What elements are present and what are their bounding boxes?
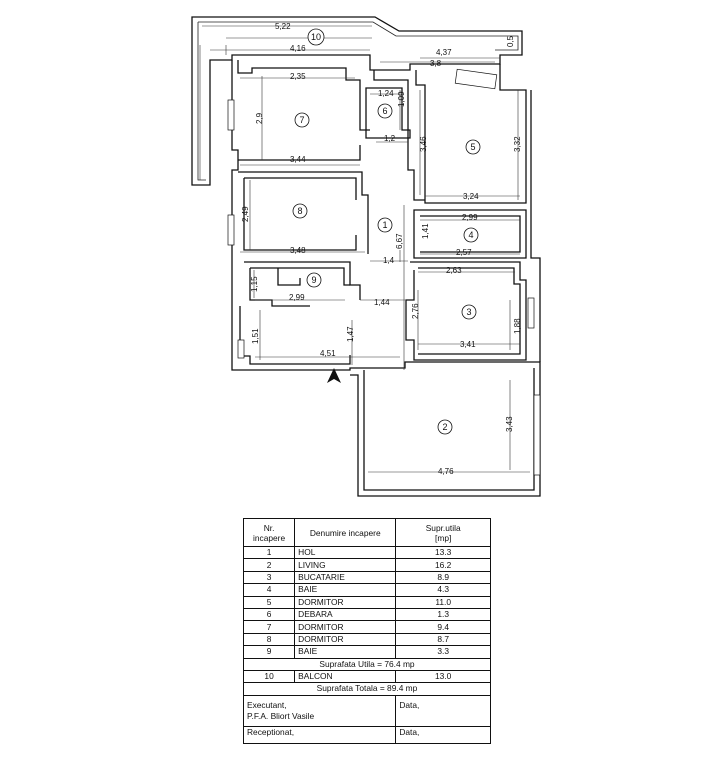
room-number-8: 8 <box>297 206 303 216</box>
dim-label: 1,51 <box>251 328 260 344</box>
table-row <box>244 621 491 633</box>
table-cell: 1 <box>244 547 295 559</box>
table-row <box>244 571 491 583</box>
data-cell-2: Data, <box>396 726 491 743</box>
room-number-2: 2 <box>442 422 448 432</box>
table-cell: DORMITOR <box>295 621 396 633</box>
table-cell: DORMITOR <box>295 633 396 645</box>
table-cell: BAIE <box>295 584 396 596</box>
dim-label: 4,76 <box>438 467 454 476</box>
dim-label: 1,88 <box>513 318 522 334</box>
useful-area-row <box>244 658 491 670</box>
dim-label: 2,9 <box>255 112 264 124</box>
room-number-5: 5 <box>470 142 476 152</box>
total-area-text: Suprafata Totala = 89.4 mp <box>244 683 491 695</box>
dim-label: 4,51 <box>320 349 336 358</box>
dim-label: 1,44 <box>374 298 390 307</box>
dim-label: 2,49 <box>241 206 250 222</box>
room-number-10: 10 <box>310 32 322 42</box>
dim-label: 2,57 <box>456 248 472 257</box>
dim-label: 1,4 <box>383 256 395 265</box>
table-row <box>244 596 491 608</box>
table-cell: HOL <box>295 547 396 559</box>
dim-label: 1,15 <box>250 276 259 292</box>
dim-label: 3,32 <box>513 136 522 152</box>
table-cell: BUCATARIE <box>295 571 396 583</box>
dim-label: 2,99 <box>462 213 478 222</box>
table-cell: 10 <box>244 670 295 682</box>
room-number-4: 4 <box>468 230 474 240</box>
table-cell: 5 <box>244 596 295 608</box>
room-number-3: 3 <box>466 307 472 317</box>
header-name: Denumire incapere <box>295 519 396 547</box>
table-cell: 4 <box>244 584 295 596</box>
table-cell: 13.3 <box>396 547 491 559</box>
executant-cell: Executant, P.F.A. Bliort Vasile <box>244 695 396 726</box>
table-row <box>244 633 491 645</box>
table-cell: 8 <box>244 633 295 645</box>
dim-label: 3,44 <box>290 155 306 164</box>
table-cell: 11.0 <box>396 596 491 608</box>
dim-label: 3,46 <box>419 136 428 152</box>
dim-label: 4,37 <box>436 48 452 57</box>
dim-label: 3,41 <box>460 340 476 349</box>
table-row <box>244 584 491 596</box>
table-cell: 6 <box>244 608 295 620</box>
dim-label: 1,24 <box>378 89 394 98</box>
dim-label: 3,8 <box>430 59 442 68</box>
table-cell: 3 <box>244 571 295 583</box>
total-area-row <box>244 683 491 695</box>
receptionat-cell: Receptionat, <box>244 726 396 743</box>
table-row <box>244 608 491 620</box>
room-number-6: 6 <box>382 106 388 116</box>
table-row <box>244 559 491 571</box>
dim-label: 0,5 <box>506 35 515 47</box>
window <box>228 100 234 130</box>
useful-area-text: Suprafata Utila = 76.4 mp <box>244 658 491 670</box>
table-row <box>244 646 491 658</box>
table-cell: 13.0 <box>396 670 491 682</box>
dim-label: 2,35 <box>290 72 306 81</box>
dim-label: 6,67 <box>395 233 404 249</box>
table-cell: 3.3 <box>396 646 491 658</box>
dim-label: 3,48 <box>290 246 306 255</box>
table-cell: 1.3 <box>396 608 491 620</box>
header-nr: Nr. incapere <box>244 519 295 547</box>
dim-label: 5,22 <box>275 22 291 31</box>
table-cell: 9.4 <box>396 621 491 633</box>
room-number-9: 9 <box>311 275 317 285</box>
dim-label: 1,2 <box>384 134 396 143</box>
dim-label: 1,41 <box>421 223 430 239</box>
dim-label: 3,24 <box>463 192 479 201</box>
room-schedule-table <box>243 518 491 744</box>
receptionat-row <box>244 726 491 743</box>
table-cell: 16.2 <box>396 559 491 571</box>
executant-row <box>244 695 491 726</box>
table-cell: 2 <box>244 559 295 571</box>
table-cell: LIVING <box>295 559 396 571</box>
balcony-row <box>244 670 491 682</box>
table-cell: 7 <box>244 621 295 633</box>
dim-label: 2,63 <box>446 266 462 275</box>
table-cell: BAIE <box>295 646 396 658</box>
table-cell: 8.9 <box>396 571 491 583</box>
dim-label: 2,99 <box>289 293 305 302</box>
room-number-1: 1 <box>382 220 388 230</box>
room-number-7: 7 <box>299 115 305 125</box>
table-cell: DEBARA <box>295 608 396 620</box>
table-cell: DORMITOR <box>295 596 396 608</box>
dim-label: 3,43 <box>505 416 514 432</box>
dim-label: 2,76 <box>411 303 420 319</box>
table-cell: 8.7 <box>396 633 491 645</box>
dimension-labels <box>241 22 522 476</box>
dim-label: 1,09 <box>397 91 406 107</box>
table-cell: 9 <box>244 646 295 658</box>
table-row <box>244 547 491 559</box>
data-cell-1: Data, <box>396 695 491 726</box>
table-cell: 4.3 <box>396 584 491 596</box>
dim-label: 1,47 <box>346 326 355 342</box>
header-area: Supr.utila [mp] <box>396 519 491 547</box>
table-cell: BALCON <box>295 670 396 682</box>
dim-label: 4,16 <box>290 44 306 53</box>
